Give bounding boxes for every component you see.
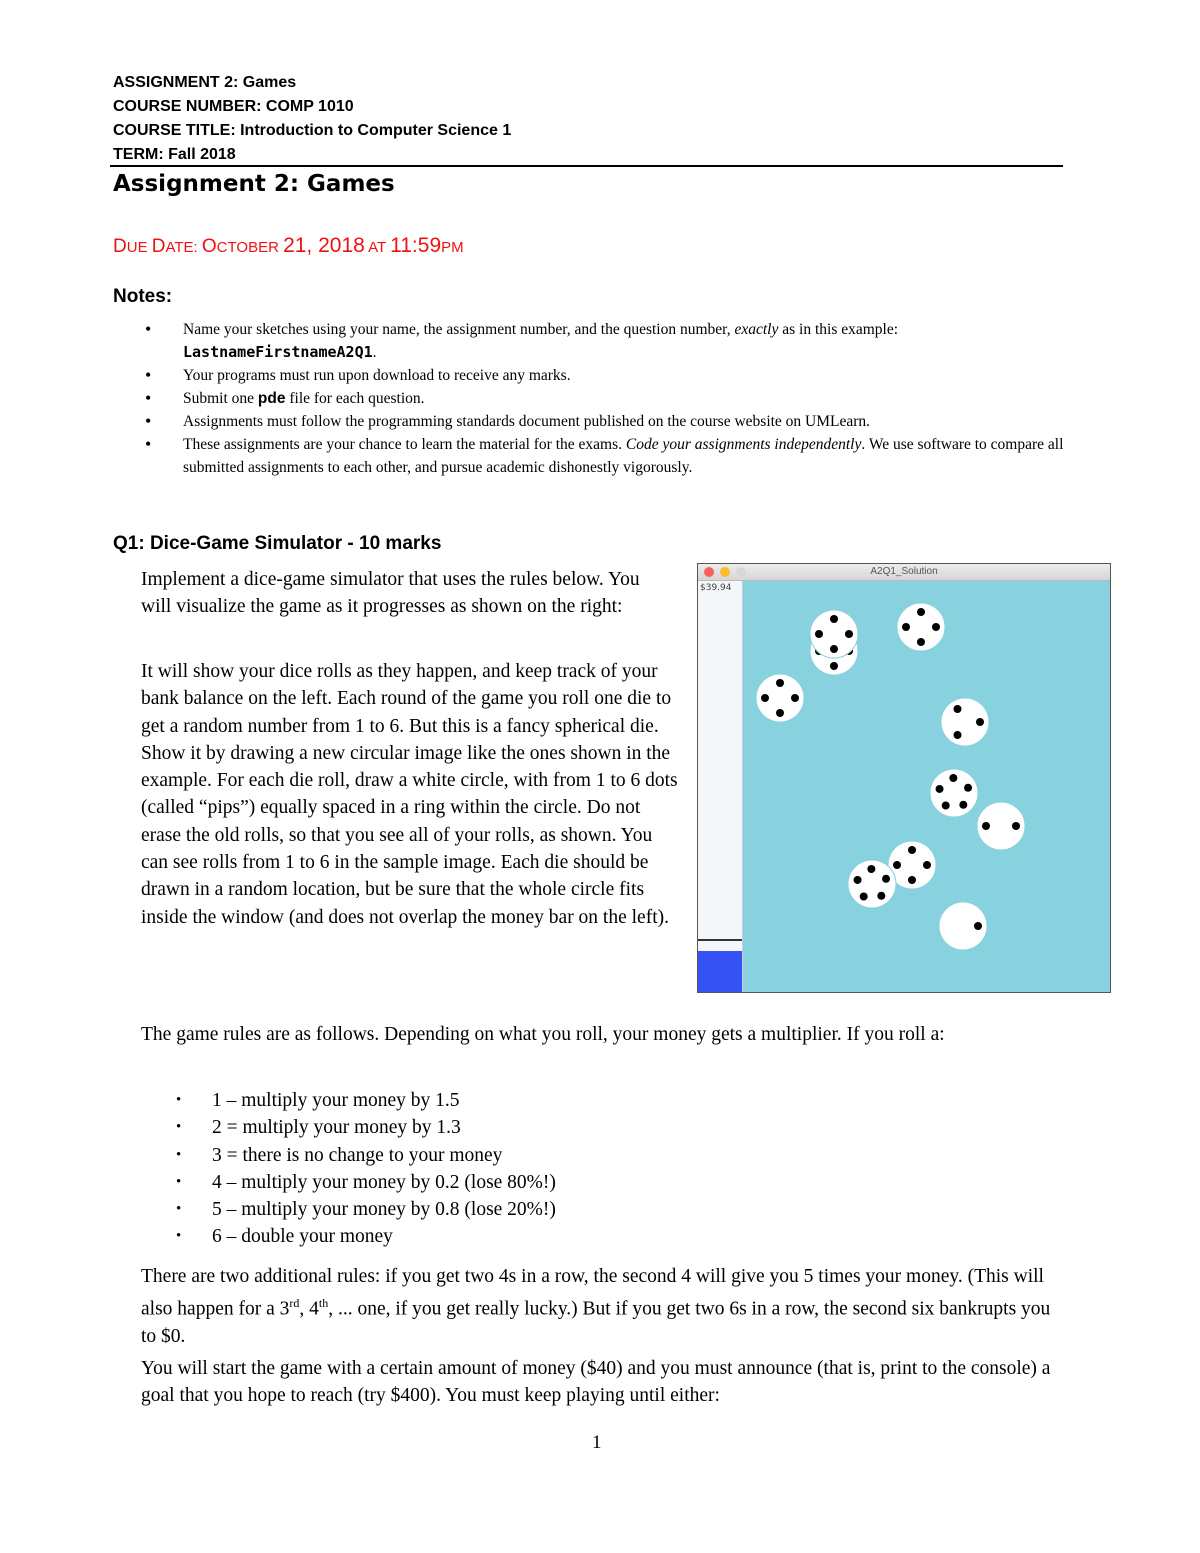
die-pip bbox=[982, 822, 990, 830]
list-item: • 2 = multiply your money by 1.3 bbox=[172, 1114, 556, 1141]
notes-list bbox=[140, 318, 1070, 479]
die-pip bbox=[932, 623, 940, 631]
sample-app-window bbox=[697, 563, 1111, 993]
notes-heading: Notes: bbox=[113, 286, 173, 307]
die-pip bbox=[776, 679, 784, 687]
die-pip bbox=[1012, 822, 1020, 830]
die-pip bbox=[877, 892, 885, 900]
die-pip bbox=[954, 731, 962, 739]
list-item: • 6 – double your money bbox=[172, 1223, 556, 1250]
list-item: • These assignments are your chance to learn the material for the exams. Code your assignments independently. We use software to compare all submitted assignments to each other, and pursue academic dishonestly vigorously. bbox=[140, 433, 1070, 479]
dice-canvas bbox=[698, 564, 1110, 992]
die-roll-2 bbox=[977, 802, 1025, 850]
die-roll-4 bbox=[756, 674, 804, 722]
q1-intro: Implement a dice-game simulator that uses the rules below. You will visualize the game as it progresses as shown on the right: bbox=[141, 569, 640, 618]
die-roll-4 bbox=[897, 603, 945, 651]
list-item: • 4 – multiply your money by 0.2 (lose 80%!) bbox=[172, 1169, 556, 1196]
money-label: $39.94 bbox=[700, 583, 732, 593]
die-pip bbox=[908, 876, 916, 884]
header-course-number: COURSE NUMBER: COMP 1010 bbox=[113, 98, 354, 115]
die-pip bbox=[917, 638, 925, 646]
die-pip bbox=[854, 876, 862, 884]
list-item: • 3 = there is no change to your money bbox=[172, 1142, 556, 1169]
list-item: • 1 – multiply your money by 1.5 bbox=[172, 1087, 556, 1114]
die-pip bbox=[936, 785, 944, 793]
list-item: • Submit one pde file for each question. bbox=[140, 387, 1070, 410]
die-pip bbox=[917, 608, 925, 616]
list-item: • Assignments must follow the programming standards document published on the course website on UMLearn. bbox=[140, 410, 1070, 433]
die-roll-1 bbox=[939, 902, 987, 950]
additional-rules: There are two additional rules: if you get two 4s in a row, the second 4 will give you 5 times your money. (This will also happen for a 3rd, 4th, ... one, if you get really lucky.) But if you get two 6s in a row, the second six bankrupts you to $0. bbox=[141, 1266, 1051, 1348]
due-date: DUE DATE: OCTOBER 21, 2018 AT 11:59PM bbox=[113, 234, 464, 257]
die-roll-3 bbox=[941, 698, 989, 746]
header-divider bbox=[110, 165, 1063, 167]
q1-description: It will show your dice rolls as they happen, and keep track of your bank balance on the left. Each round of the game you roll one die to get a random number from 1 to 6. But this is a fancy spherical die. Show it by drawing a new circular image like the ones shown in the example. For each die roll, draw a white circle, with from 1 to 6 dots (called “pips”) equally spaced in a ring within the circle. Do not erase the old rolls, so that you see all of your rolls, as shown. You can see rolls from 1 to 6 in the sample image. Each die should be drawn in a random location, but be sure that the whole circle fits inside the window (and does not overlap the money bar on the left). bbox=[141, 661, 678, 928]
die-pip bbox=[893, 861, 901, 869]
die-pip bbox=[860, 892, 868, 900]
die-pip bbox=[791, 694, 799, 702]
list-item: • 5 – multiply your money by 0.8 (lose 20%!) bbox=[172, 1196, 556, 1223]
die-roll-4 bbox=[810, 610, 858, 658]
die-pip bbox=[908, 846, 916, 854]
header-assignment: ASSIGNMENT 2: Games bbox=[113, 74, 297, 91]
die-pip bbox=[959, 801, 967, 809]
die-pip bbox=[830, 662, 838, 670]
page-title: Assignment 2: Games bbox=[113, 171, 395, 197]
window-title: A2Q1_Solution bbox=[870, 566, 938, 577]
die-roll-5 bbox=[930, 769, 978, 817]
die-pip bbox=[976, 718, 984, 726]
page-number: 1 bbox=[592, 1432, 602, 1453]
list-item: • Your programs must run upon download to receive any marks. bbox=[140, 364, 1070, 387]
die-pip bbox=[761, 694, 769, 702]
start-conditions: You will start the game with a certain amount of money ($40) and you must announce (that is, print to the console) a goal that you hope to reach (try $400). You must keep playing until either: bbox=[141, 1358, 1051, 1407]
die-pip bbox=[923, 861, 931, 869]
die-pip bbox=[845, 630, 853, 638]
die-pip bbox=[882, 875, 890, 883]
die-pip bbox=[964, 784, 972, 792]
die-pip bbox=[949, 774, 957, 782]
course-header bbox=[113, 71, 511, 167]
header-course-title: COURSE TITLE: Introduction to Computer Science 1 bbox=[113, 122, 512, 139]
list-item: • Name your sketches using your name, the assignment number, and the question number, exactly as in this example: LastnameFirstnameA2Q1. bbox=[140, 318, 1070, 364]
die-pip bbox=[954, 705, 962, 713]
die-roll-5 bbox=[848, 860, 896, 908]
die-pip bbox=[830, 615, 838, 623]
die-pip bbox=[776, 709, 784, 717]
die-pip bbox=[902, 623, 910, 631]
die-pip bbox=[815, 630, 823, 638]
die-pip bbox=[867, 865, 875, 873]
rules-list bbox=[172, 1087, 556, 1251]
die-pip bbox=[942, 801, 950, 809]
rules-intro: The game rules are as follows. Depending on what you roll, your money gets a multiplier. If you roll a: bbox=[141, 1024, 945, 1045]
die-pip bbox=[830, 645, 838, 653]
header-term: TERM: Fall 2018 bbox=[113, 146, 236, 163]
die-pip bbox=[974, 922, 982, 930]
q1-heading: Q1: Dice-Game Simulator - 10 marks bbox=[113, 533, 442, 554]
